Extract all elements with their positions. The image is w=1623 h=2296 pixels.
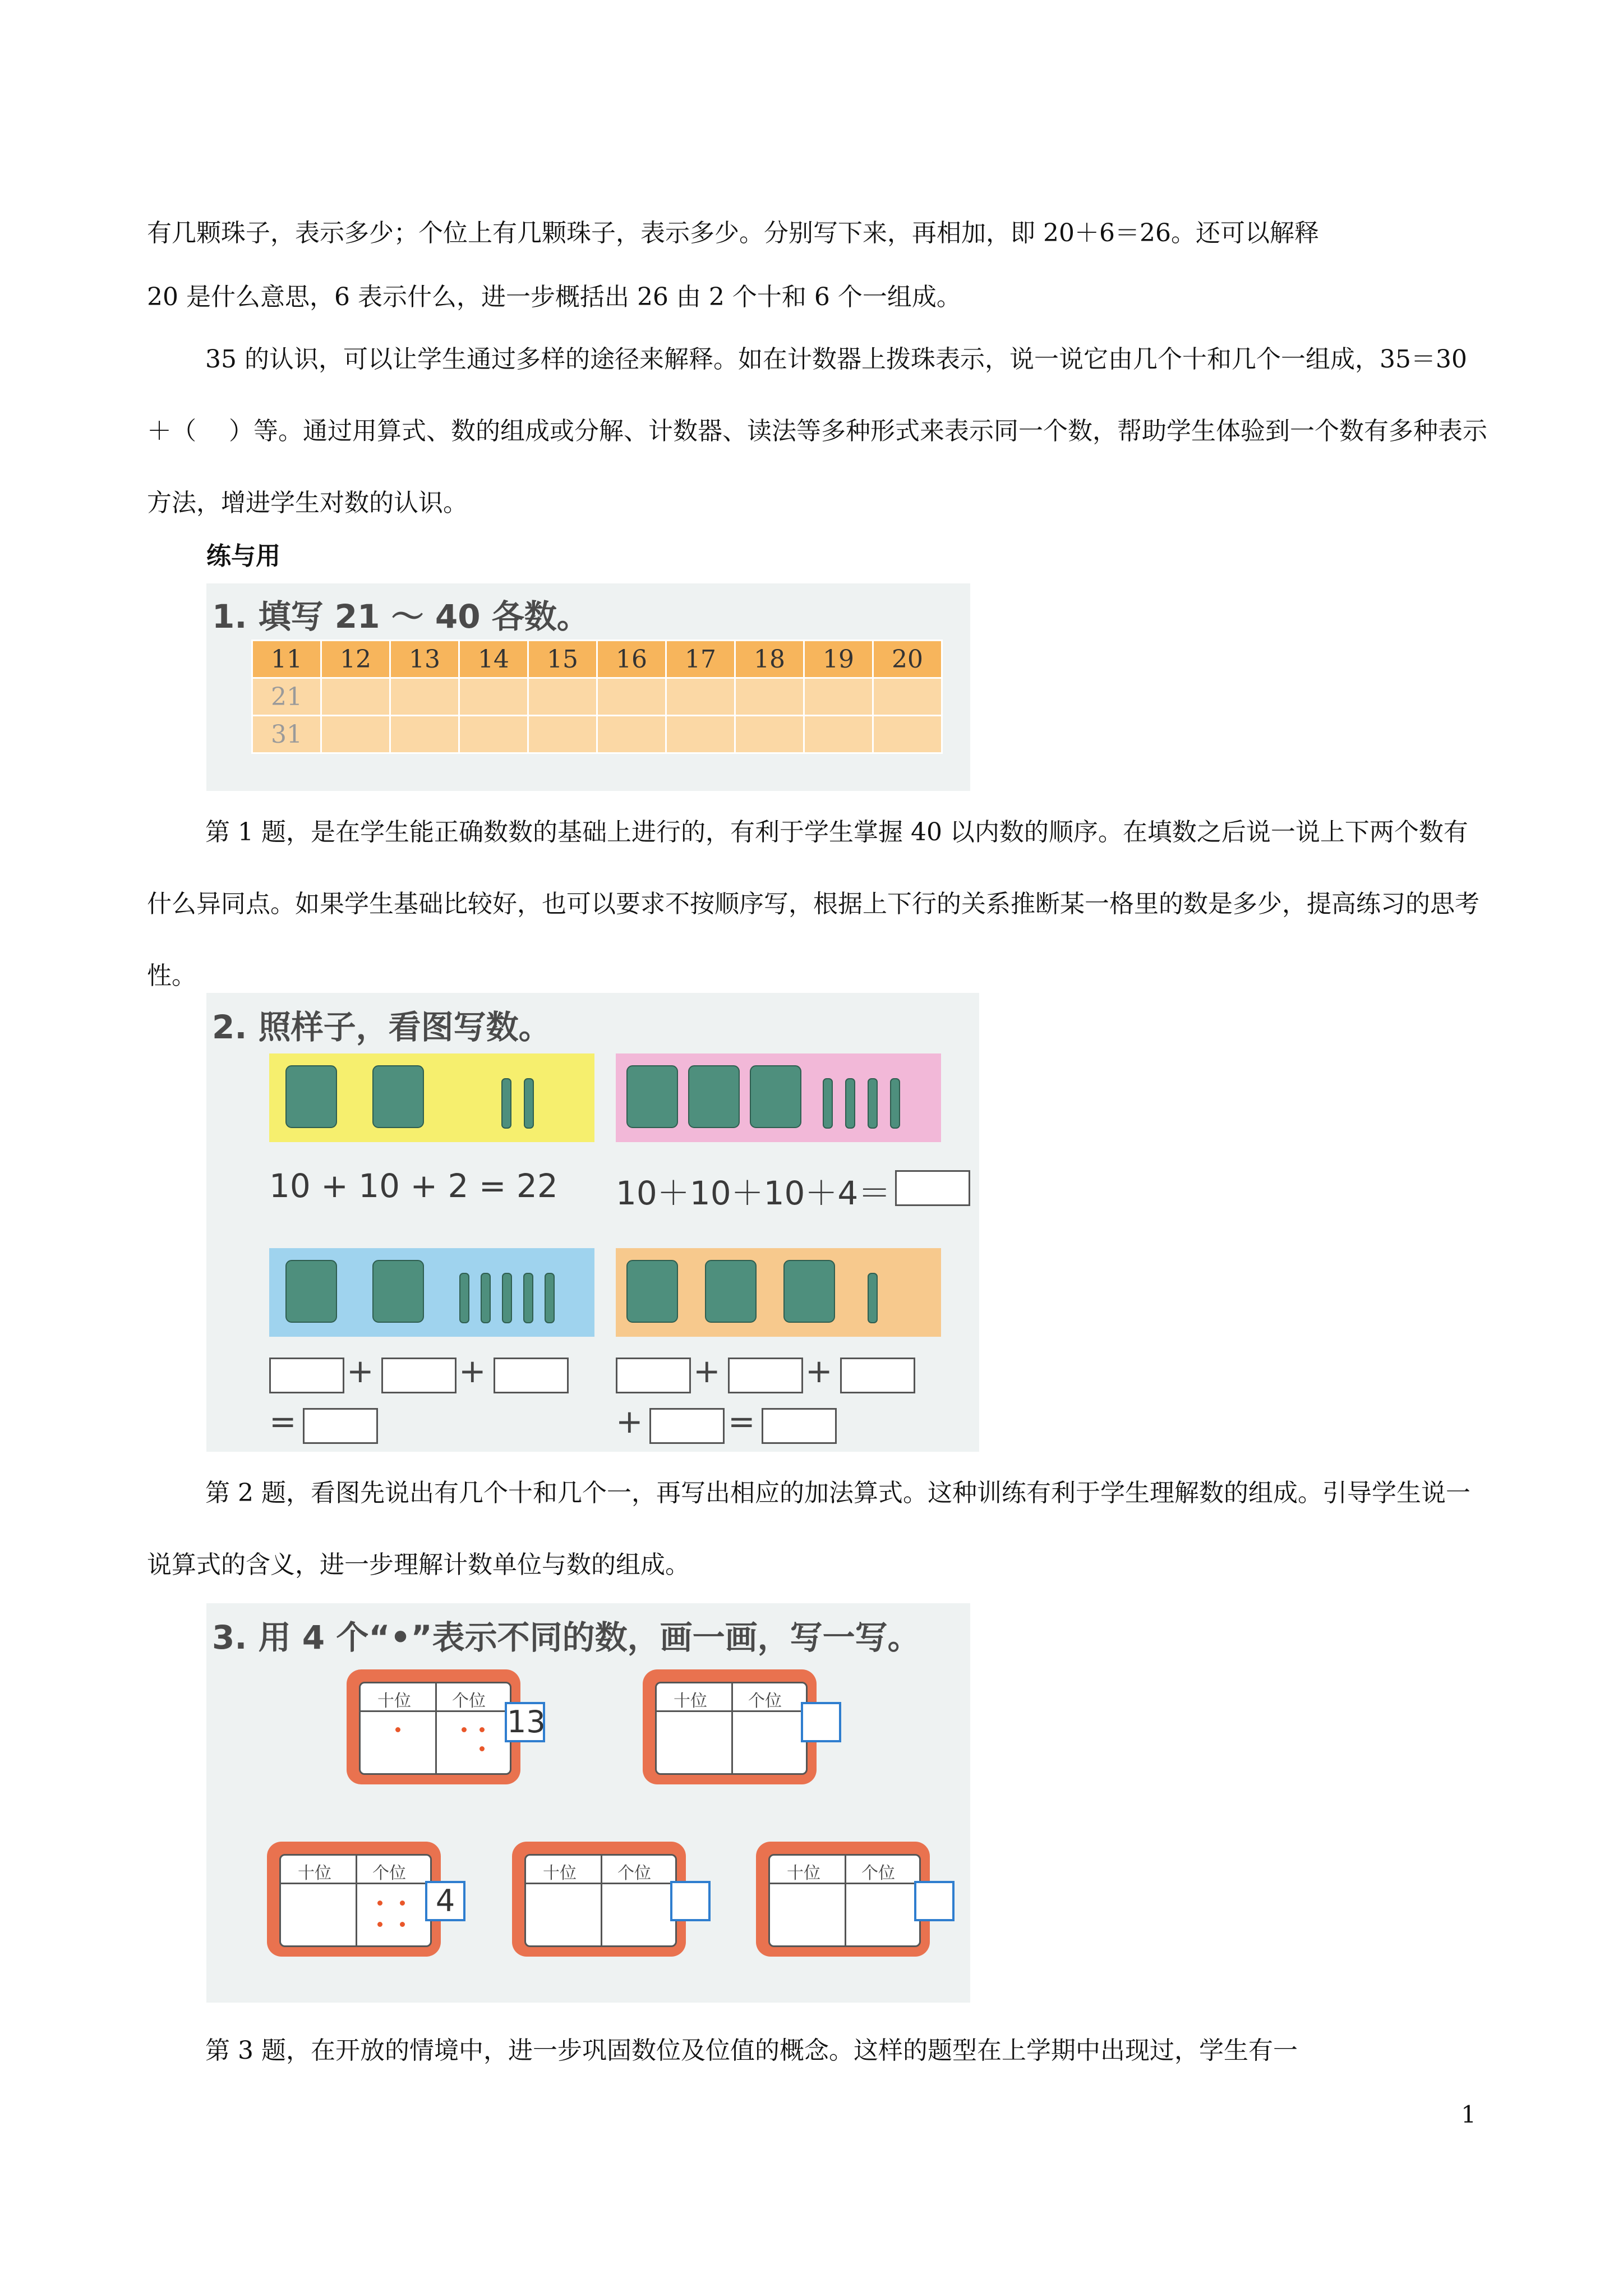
table-cell: 19	[804, 641, 873, 678]
plus-sign: +	[459, 1352, 486, 1390]
blank-cell[interactable]	[735, 716, 804, 753]
table-cell: 15	[528, 641, 597, 678]
number-table	[251, 639, 943, 754]
exercise-1-title: 1. 填写 21 ～ 40 各数。	[212, 597, 589, 636]
answer-box[interactable]	[728, 1358, 803, 1393]
bead-dot	[377, 1922, 382, 1927]
panel-yellow	[269, 1053, 594, 1142]
plus-sign: +	[616, 1402, 643, 1441]
tens-label: 十位	[543, 1864, 577, 1883]
equals-sign: =	[269, 1402, 297, 1441]
blank-cell[interactable]	[321, 678, 390, 716]
bundles-icon	[269, 1248, 594, 1337]
blank-cell[interactable]	[528, 678, 597, 716]
blank-cell[interactable]	[390, 716, 459, 753]
plus-sign: +	[693, 1352, 721, 1390]
ones-label: 个位	[452, 1691, 486, 1711]
answer-box[interactable]	[801, 1702, 841, 1742]
example-equation: 10 + 10 + 2 = 22	[269, 1167, 558, 1205]
paragraph: 第 2 题，看图先说出有几个十和几个一，再写出相应的加法算式。这种训练有利于学生理解数的组成。引导学生说一说算式的含义，进一步理解计数单位与数的组成。	[147, 1479, 1470, 1579]
place-value-card	[512, 1842, 686, 1957]
answer-box[interactable]	[670, 1881, 711, 1921]
blank-cell[interactable]	[873, 716, 942, 753]
answer-box[interactable]: 13	[505, 1702, 545, 1742]
answer-box[interactable]: 4	[425, 1881, 465, 1921]
blank-cell[interactable]	[597, 716, 666, 753]
table-cell: 18	[735, 641, 804, 678]
bead-dot	[462, 1727, 467, 1732]
panel-pink	[616, 1053, 941, 1142]
bundles-icon	[616, 1053, 941, 1142]
answer-box[interactable]	[649, 1408, 725, 1444]
equation-text: 10＋10＋10＋4＝	[616, 1174, 891, 1212]
tens-label: 十位	[298, 1864, 331, 1883]
bundles-icon	[269, 1053, 594, 1142]
paragraph-line: 第 3 题，在开放的情境中，进一步巩固数位及位值的概念。这样的题型在上学期中出现过，学生有一	[205, 2036, 1298, 2065]
bead-dot	[395, 1727, 400, 1732]
answer-box[interactable]	[303, 1408, 378, 1444]
table-cell: 21	[252, 678, 321, 716]
ones-label: 个位	[748, 1691, 782, 1711]
paragraph: 35 的认识，可以让学生通过多样的途径来解释。如在计数器上拨珠表示，说一说它由几个十和几个一组成，35＝30＋（ ）等。通过用算式、数的组成或分解、计数器、读法等多种形式来表示同一个数，帮助学生体验到一个数有多种表示方法，增进学生对数的认识。	[147, 345, 1487, 517]
answer-box[interactable]	[840, 1358, 915, 1393]
table-cell: 17	[666, 641, 735, 678]
answer-box[interactable]	[616, 1358, 691, 1393]
plus-sign: +	[805, 1352, 833, 1390]
paragraph-line: 有几颗珠子，表示多少；个位上有几颗珠子，表示多少。分别写下来，再相加，即 20＋6＝26。还可以解释	[147, 219, 1319, 247]
answer-box[interactable]	[762, 1408, 837, 1444]
ones-label: 个位	[861, 1864, 895, 1883]
place-value-card	[643, 1669, 817, 1784]
answer-box[interactable]	[914, 1881, 955, 1921]
bead-dot	[479, 1746, 485, 1751]
paragraph-line: 20 是什么意思，6 表示什么，进一步概括出 26 由 2 个十和 6 个一组成。	[147, 283, 961, 311]
bead-dot	[479, 1727, 485, 1732]
answer-box[interactable]	[381, 1358, 457, 1393]
exercise-3-title: 3. 用 4 个“•”表示不同的数，画一画，写一写。	[212, 1618, 920, 1657]
panel-orange	[616, 1248, 941, 1337]
exercise-3-figure	[206, 1603, 970, 2003]
ones-label: 个位	[617, 1864, 651, 1883]
blank-cell[interactable]	[459, 716, 528, 753]
blank-cell[interactable]	[873, 678, 942, 716]
table-cell: 20	[873, 641, 942, 678]
tens-label: 十位	[377, 1691, 411, 1711]
tens-label: 十位	[674, 1691, 707, 1711]
blank-cell[interactable]	[804, 678, 873, 716]
page-number: 1	[1461, 2101, 1476, 2128]
table-cell: 16	[597, 641, 666, 678]
blank-cell[interactable]	[390, 678, 459, 716]
table-cell: 11	[252, 641, 321, 678]
blank-cell[interactable]	[735, 678, 804, 716]
bundles-icon	[616, 1248, 941, 1337]
blank-cell[interactable]	[804, 716, 873, 753]
paragraph: 第 1 题，是在学生能正确数数的基础上进行的，有利于学生掌握 40 以内数的顺序。在填数之后说一说上下两个数有什么异同点。如果学生基础比较好，也可以要求不按顺序写，根据上下行的关系推断某一格里的数是多少，提高练习的思考性。	[147, 818, 1479, 990]
place-value-card	[347, 1669, 546, 1784]
table-cell: 31	[252, 716, 321, 753]
table-cell: 14	[459, 641, 528, 678]
plus-sign: +	[347, 1352, 374, 1390]
answer-box[interactable]	[269, 1358, 344, 1393]
bead-dot	[377, 1901, 382, 1906]
place-value-card	[756, 1842, 930, 1957]
section-heading: 练与用	[206, 542, 280, 570]
blank-cell[interactable]	[528, 716, 597, 753]
exercise-2-figure	[206, 993, 979, 1452]
blank-cell[interactable]	[597, 678, 666, 716]
exercise-2-title: 2. 照样子，看图写数。	[212, 1008, 551, 1046]
tens-label: 十位	[787, 1864, 820, 1883]
blank-cell[interactable]	[459, 678, 528, 716]
blank-cell[interactable]	[321, 716, 390, 753]
blank-cell[interactable]	[666, 716, 735, 753]
equals-sign: =	[728, 1402, 755, 1441]
bead-dot	[400, 1901, 405, 1906]
panel-blue	[269, 1248, 594, 1337]
table-cell: 13	[390, 641, 459, 678]
answer-box[interactable]	[895, 1170, 970, 1206]
bead-dot	[400, 1922, 405, 1927]
exercise-1-figure	[206, 583, 970, 791]
answer-box[interactable]	[494, 1358, 569, 1393]
ones-label: 个位	[372, 1864, 406, 1883]
blank-cell[interactable]	[666, 678, 735, 716]
place-value-card	[267, 1842, 455, 1957]
table-cell: 12	[321, 641, 390, 678]
